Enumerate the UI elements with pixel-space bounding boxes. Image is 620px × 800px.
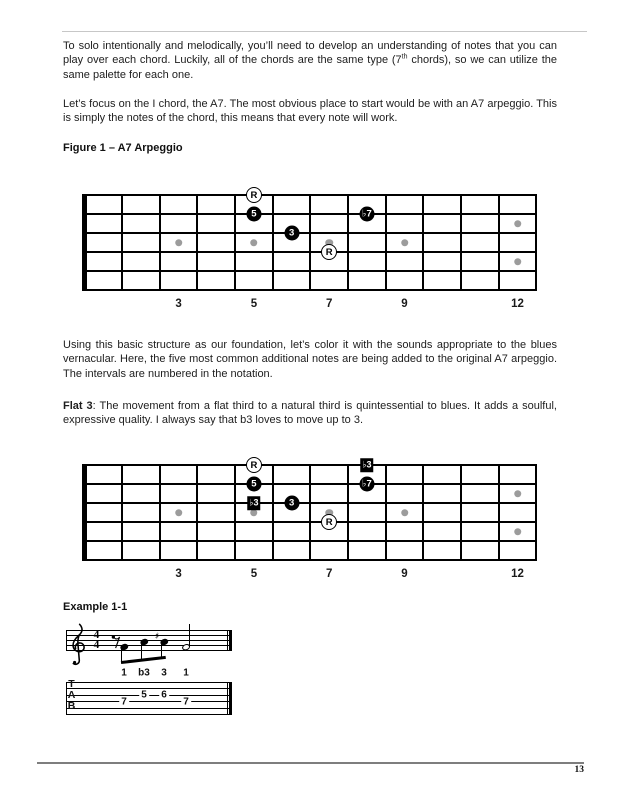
note-stem xyxy=(161,642,162,659)
sharp-accidental: ♯ xyxy=(154,631,160,642)
inlay-dot xyxy=(514,220,522,228)
tab-fret-number: 6 xyxy=(161,689,167,701)
paragraph-text: : The movement from a flat third to a natural third is quintessential to blues. It adds a soulful, expressive quality. I always say that b3 loves to move up to 3. xyxy=(63,400,557,427)
fretboard-fret-wire xyxy=(196,194,198,291)
tab-line xyxy=(66,708,232,709)
fret-number: 9 xyxy=(401,568,408,580)
fretboard-fret-wire xyxy=(347,464,349,561)
fretboard-nut xyxy=(82,464,87,561)
tab-line xyxy=(66,688,232,689)
fretboard-fret-wire xyxy=(272,194,274,291)
interval-label: b3 xyxy=(138,667,150,679)
tab-line xyxy=(66,682,232,683)
note-marker: R xyxy=(321,244,337,260)
note-marker: 5 xyxy=(246,477,261,492)
inlay-dot xyxy=(514,490,522,498)
fretboard-fret-wire xyxy=(309,194,311,291)
fretboard-fret-wire xyxy=(385,464,387,561)
final-barline-thin xyxy=(227,682,228,715)
inlay-dot xyxy=(250,509,258,517)
tab-fret-number: 5 xyxy=(141,689,147,701)
tab-letter: A xyxy=(67,689,76,702)
note-marker: 5 xyxy=(246,207,261,222)
fretboard-fret-wire xyxy=(535,464,537,561)
final-barline-thick xyxy=(229,682,232,715)
inlay-dot xyxy=(401,509,409,517)
fretboard-fret-wire xyxy=(422,464,424,561)
paragraph-text: chords), so we can utilize the same palette for each one. xyxy=(63,54,557,81)
fretboard-fret-wire xyxy=(234,194,236,291)
paragraph-blues-color: Using this basic structure as our foundation, let’s color it with the sounds appropriate to the blues vernacular. Here, the five most common additional notes are being added to the original A7 arpeggio. The intervals are numbered in the notation. xyxy=(63,339,557,380)
staff-line xyxy=(66,650,232,651)
fretboard-fret-wire xyxy=(498,194,500,291)
time-signature xyxy=(90,630,103,650)
music-notation xyxy=(64,618,240,720)
time-signature-digit: 4 xyxy=(93,628,100,641)
fretboard-fret-wire xyxy=(498,464,500,561)
fret-number: 3 xyxy=(175,568,182,580)
fret-number: 3 xyxy=(175,298,182,310)
inlay-dot xyxy=(514,258,522,266)
fret-number: 12 xyxy=(511,568,524,580)
fret-number: 7 xyxy=(325,298,333,310)
interval-label: 3 xyxy=(161,667,167,679)
fretboard-nut xyxy=(82,194,87,291)
fretboard-fret-wire xyxy=(385,194,387,291)
fretboard-fret-wire xyxy=(234,464,236,561)
fretboard-fret-wire xyxy=(272,464,274,561)
tab-fret-number: 7 xyxy=(183,696,189,708)
fret-number: 12 xyxy=(511,298,524,310)
tab-letter: T xyxy=(68,678,75,690)
fretboard-fret-wire xyxy=(309,464,311,561)
fretboard-fret-wire xyxy=(196,464,198,561)
bottom-rule xyxy=(37,762,584,764)
note-marker: R xyxy=(246,457,262,473)
fret-number: 5 xyxy=(250,568,258,580)
fretboard-fret-wire xyxy=(121,194,123,291)
note-stem xyxy=(121,647,122,664)
example-1-1-heading: Example 1-1 xyxy=(63,601,128,613)
page-number: 13 xyxy=(574,765,584,775)
inlay-dot xyxy=(514,528,522,536)
inlay-dot xyxy=(401,239,409,247)
tab-line xyxy=(66,714,232,715)
superscript-th: th xyxy=(401,53,408,61)
final-barline-thin xyxy=(227,630,228,651)
fretboard-flat-3 xyxy=(82,447,544,599)
treble-clef-icon xyxy=(67,622,89,668)
paragraph-intro xyxy=(63,39,557,82)
note-marker: ♭7 xyxy=(359,477,374,492)
fretboard-fret-wire xyxy=(460,194,462,291)
paragraph-focus-chord: Let’s focus on the I chord, the A7. The most obvious place to start would be with an A7 arpeggio. This is simply the notes of the chord, this means that every note will work. xyxy=(63,98,557,125)
note-marker: 3 xyxy=(284,226,299,241)
inlay-dot xyxy=(250,239,258,247)
note-stem xyxy=(189,624,190,647)
note-stem xyxy=(141,642,142,661)
final-barline-thick xyxy=(229,630,232,651)
top-rule xyxy=(62,31,587,32)
interval-label: 1 xyxy=(183,667,189,679)
fretboard-fret-wire xyxy=(159,464,161,561)
note-marker: ♭3 xyxy=(247,496,261,510)
inlay-dot xyxy=(175,509,183,517)
fret-number: 9 xyxy=(401,298,408,310)
note-marker: R xyxy=(321,514,337,530)
time-signature-digit: 4 xyxy=(93,638,100,651)
fretboard-fret-wire xyxy=(460,464,462,561)
note-marker: 3 xyxy=(284,496,299,511)
fret-number: 7 xyxy=(325,568,333,580)
fretboard-fret-wire xyxy=(535,194,537,291)
inlay-dot xyxy=(175,239,183,247)
fretboard-fret-wire xyxy=(159,194,161,291)
tab-fret-number: 7 xyxy=(121,696,127,708)
note-marker: ♭7 xyxy=(359,207,374,222)
paragraph-text: To solo intentionally and melodically, you’ll need to develop an understanding of notes that you can play over each chord. Luckily, all of the chords are the same type (7 xyxy=(63,40,557,67)
interval-label: 1 xyxy=(121,667,127,679)
fret-number: 5 xyxy=(250,298,258,310)
tab-line xyxy=(66,701,232,702)
fretboard-fret-wire xyxy=(347,194,349,291)
figure-1-heading: Figure 1 – A7 Arpeggio xyxy=(63,142,183,154)
fretboard-fret-wire xyxy=(422,194,424,291)
flat-3-lead: Flat 3 xyxy=(63,400,93,412)
tab-line xyxy=(66,695,232,696)
fretboard-figure-1 xyxy=(82,177,544,329)
paragraph-flat-3 xyxy=(63,399,557,428)
tab-letter: B xyxy=(67,700,76,713)
note-marker: ♭3 xyxy=(360,458,374,472)
fretboard-fret-wire xyxy=(121,464,123,561)
note-marker: R xyxy=(246,187,262,203)
beam xyxy=(120,656,165,664)
